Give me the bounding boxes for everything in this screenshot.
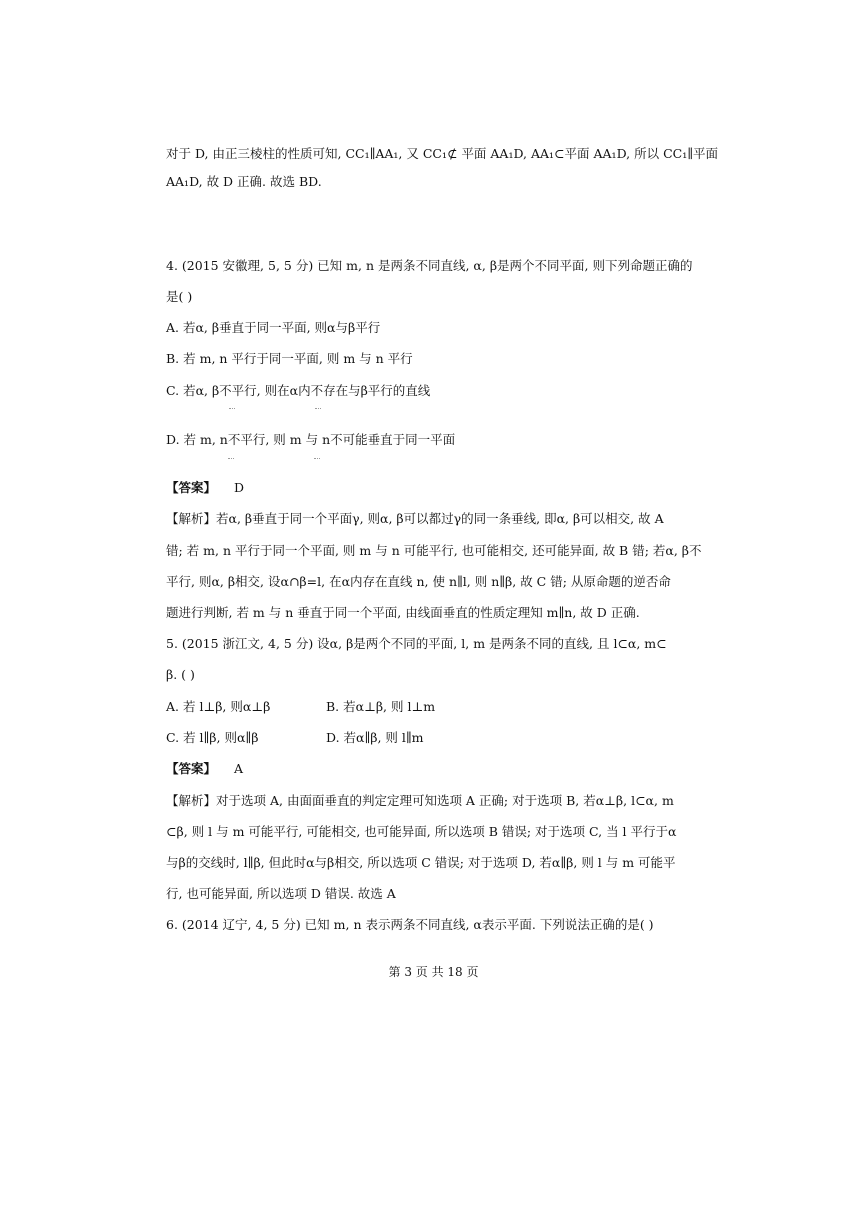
question-5-analysis-1: 【解析】对于选项 A, 由面面垂直的判定定理可知选项 A 正确; 对于选项 B, 若α⊥β, l⊂α, m: [166, 793, 674, 808]
question-4-option-d: D. 若 m, n不平行, 则 m 与 n不可能垂直于同一平面: [166, 432, 456, 447]
question-6-stem: 6. (2014 辽宁, 4, 5 分) 已知 m, n 表示两条不同直线, α表示平面. 下列说法正确的是( ): [166, 917, 654, 932]
answer-label: 【答案】: [166, 761, 217, 776]
page-footer: 第 3 页 共 18 页: [388, 965, 479, 979]
question-5-analysis-2: ⊂β, 则 l 与 m 可能平行, 可能相交, 也可能异面, 所以选项 B 错误; 对于选项 C, 当 l 平行于α: [166, 824, 677, 839]
question-5-stem: 5. (2015 浙江文, 4, 5 分) 设α, β是两个不同的平面, l, m 是两条不同的直线, 且 l⊂α, m⊂: [166, 636, 667, 651]
text-line-cc1-parallel: 对于 D, 由正三棱柱的性质可知, CC₁∥AA₁, 又 CC₁⊄ 平面 AA₁D, AA₁⊂平面 AA₁D, 所以 CC₁∥平面: [166, 146, 718, 161]
dotted-mark: [314, 458, 320, 461]
question-5-option-c: C. 若 l∥β, 则α∥β: [166, 730, 259, 745]
question-4-analysis-3: 平行, 则α, β相交, 设α∩β=l, 在α内存在直线 n, 使 n∥l, 则 n∥β, 故 C 错; 从原命题的逆否命: [166, 574, 671, 589]
answer-label: 【答案】: [166, 480, 217, 495]
question-5-answer: [166, 761, 243, 777]
question-5-analysis-3: 与β的交线时, l∥β, 但此时α与β相交, 所以选项 C 错误; 对于选项 D, 若α∥β, 则 l 与 m 可能平: [166, 855, 676, 870]
question-4-option-c: C. 若α, β不平行, 则在α内不存在与β平行的直线: [166, 383, 431, 398]
text-line-conclusion-bd: AA₁D, 故 D 正确. 故选 BD.: [166, 174, 322, 189]
question-4-answer: [166, 480, 244, 496]
dotted-mark: [228, 458, 234, 461]
dotted-mark: [229, 408, 235, 411]
question-5-option-b: B. 若α⊥β, 则 l⊥m: [326, 699, 436, 714]
question-4-analysis-1: 【解析】若α, β垂直于同一个平面γ, 则α, β可以都过γ的同一条垂线, 即α, β可以相交, 故 A: [166, 511, 664, 526]
question-5-options-ab: [166, 699, 436, 715]
answer-value: A: [234, 761, 244, 776]
dotted-mark: [315, 408, 321, 411]
question-5-stem-cont: β. ( ): [166, 667, 195, 682]
question-4-analysis-2: 错; 若 m, n 平行于同一个平面, 则 m 与 n 可能平行, 也可能相交, 还可能异面, 故 B 错; 若α, β不: [166, 543, 702, 558]
answer-value: D: [234, 480, 245, 495]
question-5-option-d: D. 若α∥β, 则 l∥m: [326, 730, 424, 745]
question-5-analysis-4: 行, 也可能异面, 所以选项 D 错误. 故选 A: [166, 886, 396, 901]
question-5-option-a: A. 若 l⊥β, 则α⊥β: [166, 699, 271, 714]
question-4-stem: 4. (2015 安徽理, 5, 5 分) 已知 m, n 是两条不同直线, α, β是两个不同平面, 则下列命题正确的: [166, 258, 693, 273]
question-5-options-cd: [166, 730, 424, 746]
question-4-analysis-4: 题进行判断, 若 m 与 n 垂直于同一个平面, 由线面垂直的性质定理知 m∥n, 故 D 正确.: [166, 605, 640, 620]
question-4-option-a: A. 若α, β垂直于同一平面, 则α与β平行: [166, 320, 381, 335]
question-4-option-b: B. 若 m, n 平行于同一平面, 则 m 与 n 平行: [166, 351, 413, 366]
question-4-stem-cont: 是( ): [166, 289, 193, 304]
